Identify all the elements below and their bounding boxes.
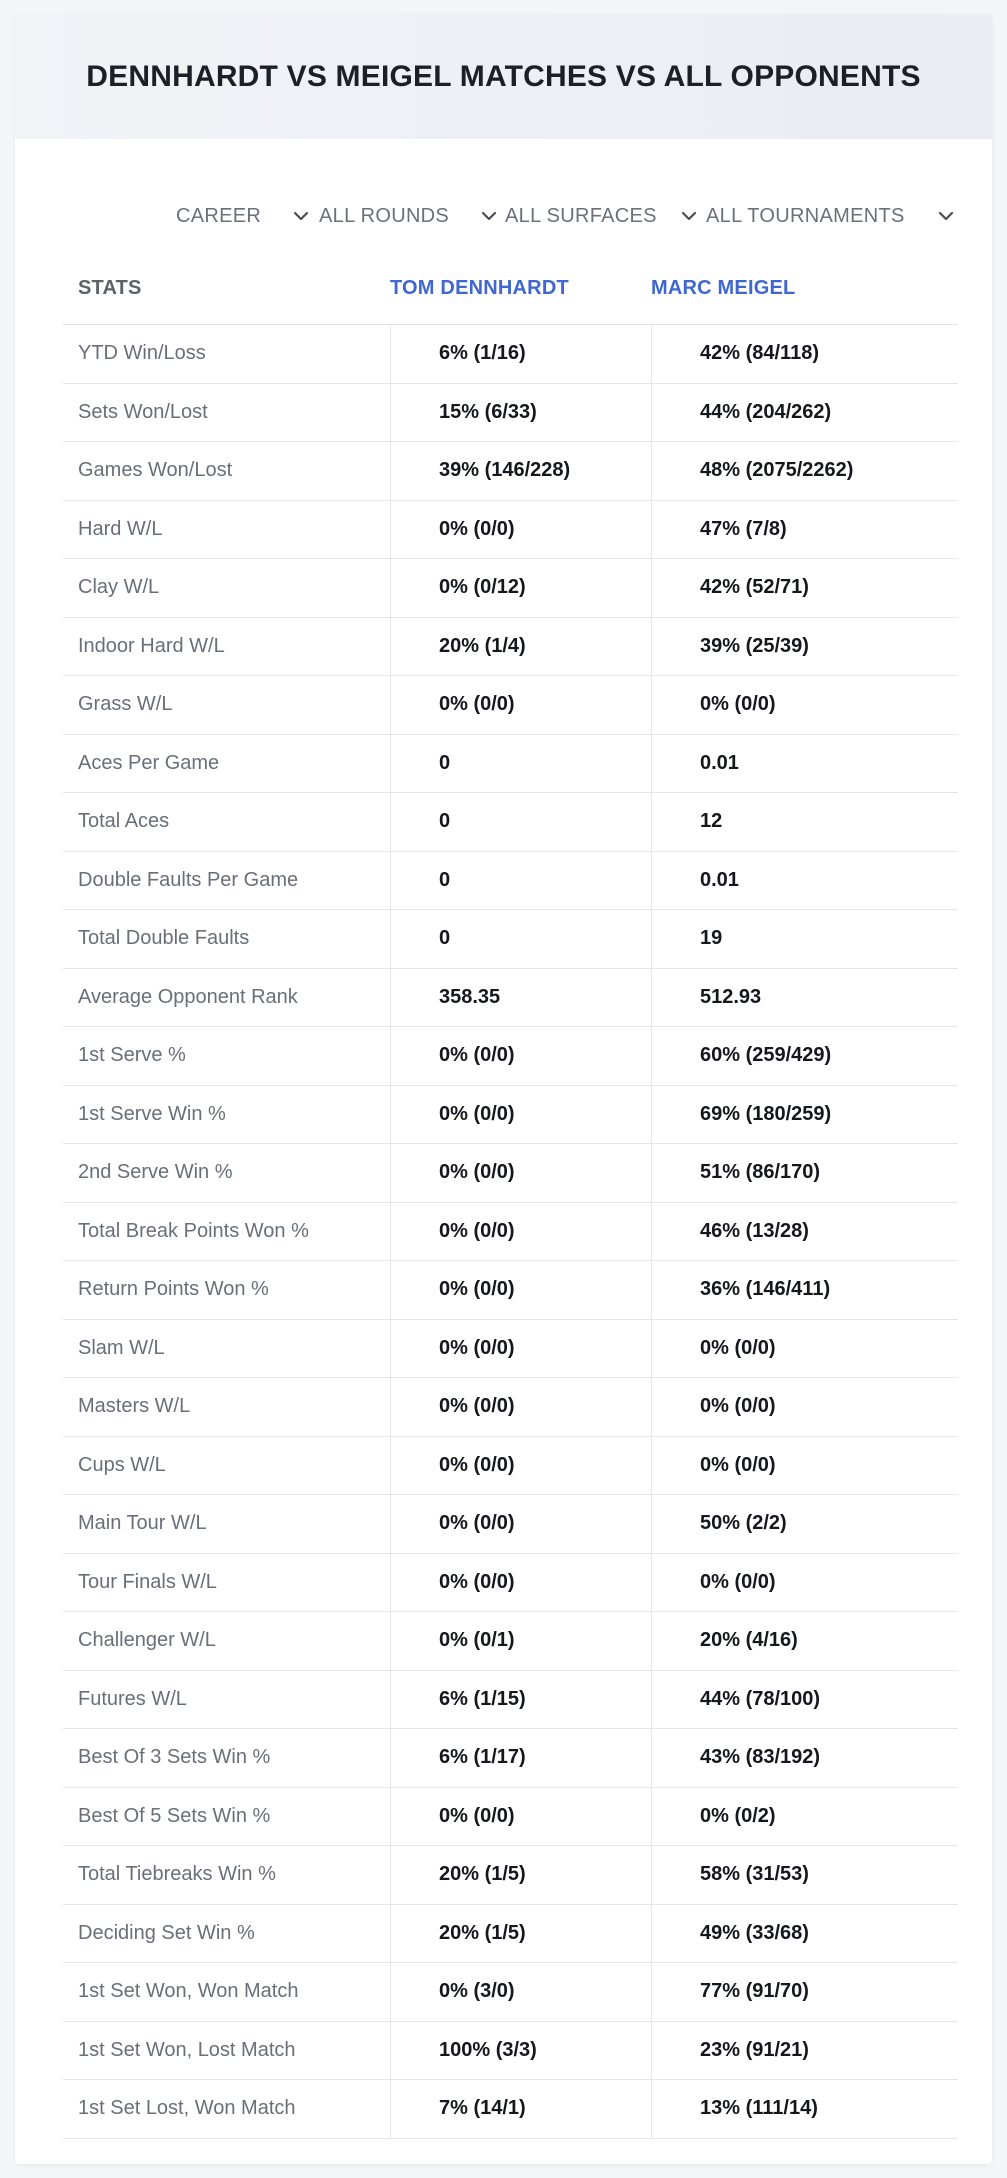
chevron-down-icon bbox=[679, 206, 699, 226]
table-row bbox=[63, 559, 958, 618]
player2-value: 42% (52/71) bbox=[651, 559, 958, 617]
filter-rounds-select[interactable] bbox=[319, 186, 499, 246]
column-header-player2[interactable]: MARC MEIGEL bbox=[651, 276, 796, 299]
table-row bbox=[63, 1144, 958, 1203]
player1-value: 0% (0/0) bbox=[390, 1378, 651, 1436]
player1-value: 0% (0/0) bbox=[390, 1788, 651, 1846]
stat-label: Cups W/L bbox=[78, 1453, 166, 1476]
filter-label: ALL TOURNAMENTS bbox=[706, 204, 905, 227]
stat-label: Clay W/L bbox=[78, 576, 160, 599]
stat-label: Aces Per Game bbox=[78, 751, 220, 774]
player2-value: 20% (4/16) bbox=[651, 1612, 958, 1670]
table-row bbox=[63, 1905, 958, 1964]
player2-value: 36% (146/411) bbox=[651, 1261, 958, 1319]
player2-value: 77% (91/70) bbox=[651, 1963, 958, 2021]
player1-value: 0% (0/0) bbox=[390, 1554, 651, 1612]
player1-value: 0% (0/0) bbox=[390, 501, 651, 559]
player1-value: 100% (3/3) bbox=[390, 2022, 651, 2080]
stat-label: Best Of 3 Sets Win % bbox=[78, 1746, 271, 1769]
stat-label: Challenger W/L bbox=[78, 1629, 216, 1652]
table-row bbox=[63, 1086, 958, 1145]
player1-value: 6% (1/16) bbox=[390, 325, 651, 383]
stats-card bbox=[15, 14, 992, 2164]
table-row bbox=[63, 1554, 958, 1613]
stat-label: Total Tiebreaks Win % bbox=[78, 1863, 276, 1886]
table-row bbox=[63, 1788, 958, 1847]
player1-value: 7% (14/1) bbox=[390, 2080, 651, 2138]
column-header-stats: STATS bbox=[78, 276, 142, 299]
player1-value: 6% (1/17) bbox=[390, 1729, 651, 1787]
player2-value: 42% (84/118) bbox=[651, 325, 958, 383]
player1-value: 0% (0/0) bbox=[390, 1144, 651, 1202]
stat-label: 1st Set Won, Lost Match bbox=[78, 2038, 296, 2061]
page-title: DENNHARDT VS MEIGEL MATCHES VS ALL OPPONENTS bbox=[86, 59, 921, 93]
stat-label: Main Tour W/L bbox=[78, 1512, 207, 1535]
table-row bbox=[63, 1378, 958, 1437]
stat-label: Total Break Points Won % bbox=[78, 1219, 309, 1242]
table-row bbox=[63, 969, 958, 1028]
player2-value: 47% (7/8) bbox=[651, 501, 958, 559]
player2-value: 51% (86/170) bbox=[651, 1144, 958, 1202]
player2-value: 50% (2/2) bbox=[651, 1495, 958, 1553]
player1-value: 0% (0/0) bbox=[390, 1027, 651, 1085]
player1-value: 0% (3/0) bbox=[390, 1963, 651, 2021]
player2-value: 48% (2075/2262) bbox=[651, 442, 958, 500]
stat-label: Deciding Set Win % bbox=[78, 1921, 255, 1944]
stat-label: 1st Set Lost, Won Match bbox=[78, 2097, 296, 2120]
player2-value: 0% (0/0) bbox=[651, 676, 958, 734]
table-row bbox=[63, 1027, 958, 1086]
stat-label: Return Points Won % bbox=[78, 1278, 269, 1301]
stat-label: 1st Serve % bbox=[78, 1044, 186, 1067]
table-row bbox=[63, 852, 958, 911]
player2-value: 0% (0/0) bbox=[651, 1554, 958, 1612]
player2-value: 58% (31/53) bbox=[651, 1846, 958, 1904]
table-body bbox=[63, 325, 958, 2139]
table-row bbox=[63, 1729, 958, 1788]
chevron-down-icon bbox=[479, 206, 499, 226]
player2-value: 44% (204/262) bbox=[651, 384, 958, 442]
filter-bar bbox=[15, 186, 992, 246]
table-row bbox=[63, 1203, 958, 1262]
table-row bbox=[63, 501, 958, 560]
player1-value: 20% (1/5) bbox=[390, 1846, 651, 1904]
player1-value: 20% (1/5) bbox=[390, 1905, 651, 1963]
player1-value: 20% (1/4) bbox=[390, 618, 651, 676]
stat-label: Total Double Faults bbox=[78, 927, 250, 950]
stat-label: Double Faults Per Game bbox=[78, 868, 299, 891]
column-header-player1[interactable]: TOM DENNHARDT bbox=[390, 276, 569, 299]
player2-value: 69% (180/259) bbox=[651, 1086, 958, 1144]
filter-surfaces-select[interactable] bbox=[505, 186, 699, 246]
stat-label: 1st Set Won, Won Match bbox=[78, 1980, 299, 2003]
table-row bbox=[63, 1437, 958, 1496]
table-row bbox=[63, 442, 958, 501]
table-row bbox=[63, 910, 958, 969]
filter-label: ALL ROUNDS bbox=[319, 204, 450, 227]
player1-value: 358.35 bbox=[390, 969, 651, 1027]
stat-label: Masters W/L bbox=[78, 1395, 191, 1418]
stat-label: Tour Finals W/L bbox=[78, 1570, 217, 1593]
player2-value: 0.01 bbox=[651, 735, 958, 793]
stat-label: Average Opponent Rank bbox=[78, 985, 298, 1008]
table-row bbox=[63, 2080, 958, 2139]
player2-value: 0.01 bbox=[651, 852, 958, 910]
player1-value: 0% (0/0) bbox=[390, 1086, 651, 1144]
player1-value: 0 bbox=[390, 735, 651, 793]
player2-value: 0% (0/0) bbox=[651, 1437, 958, 1495]
player1-value: 39% (146/228) bbox=[390, 442, 651, 500]
table-row bbox=[63, 1963, 958, 2022]
player1-value: 0% (0/0) bbox=[390, 1437, 651, 1495]
player1-value: 0 bbox=[390, 793, 651, 851]
table-row bbox=[63, 1671, 958, 1730]
table-row bbox=[63, 676, 958, 735]
table-row bbox=[63, 384, 958, 443]
player2-value: 39% (25/39) bbox=[651, 618, 958, 676]
player1-value: 0% (0/0) bbox=[390, 676, 651, 734]
table-row bbox=[63, 1846, 958, 1905]
filter-career-select[interactable] bbox=[176, 186, 311, 246]
table-row bbox=[63, 325, 958, 384]
player2-value: 60% (259/429) bbox=[651, 1027, 958, 1085]
player2-value: 46% (13/28) bbox=[651, 1203, 958, 1261]
chevron-down-icon bbox=[291, 206, 311, 226]
table-row bbox=[63, 1612, 958, 1671]
player2-value: 19 bbox=[651, 910, 958, 968]
stat-label: Hard W/L bbox=[78, 517, 163, 540]
table-row bbox=[63, 793, 958, 852]
player1-value: 0% (0/0) bbox=[390, 1495, 651, 1553]
stat-label: Futures W/L bbox=[78, 1687, 187, 1710]
table-row bbox=[63, 618, 958, 677]
table-row bbox=[63, 1495, 958, 1554]
player1-value: 0% (0/0) bbox=[390, 1320, 651, 1378]
stat-label: Games Won/Lost bbox=[78, 459, 233, 482]
stat-label: Sets Won/Lost bbox=[78, 400, 208, 423]
stat-label: Grass W/L bbox=[78, 693, 173, 716]
player1-value: 6% (1/15) bbox=[390, 1671, 651, 1729]
player2-value: 512.93 bbox=[651, 969, 958, 1027]
stat-label: Indoor Hard W/L bbox=[78, 634, 225, 657]
stat-label: Total Aces bbox=[78, 810, 170, 833]
player2-value: 44% (78/100) bbox=[651, 1671, 958, 1729]
player2-value: 0% (0/2) bbox=[651, 1788, 958, 1846]
stat-label: Best Of 5 Sets Win % bbox=[78, 1804, 271, 1827]
table-header bbox=[63, 252, 958, 325]
player2-value: 43% (83/192) bbox=[651, 1729, 958, 1787]
player2-value: 49% (33/68) bbox=[651, 1905, 958, 1963]
filter-label: CAREER bbox=[176, 204, 262, 227]
player2-value: 12 bbox=[651, 793, 958, 851]
table-row bbox=[63, 2022, 958, 2081]
player2-value: 13% (111/14) bbox=[651, 2080, 958, 2138]
card-header bbox=[15, 14, 992, 139]
stat-label: Slam W/L bbox=[78, 1336, 165, 1359]
filter-tournaments-select[interactable] bbox=[706, 186, 956, 246]
player1-value: 0 bbox=[390, 852, 651, 910]
stat-label: 2nd Serve Win % bbox=[78, 1161, 233, 1184]
player1-value: 0% (0/12) bbox=[390, 559, 651, 617]
player1-value: 15% (6/33) bbox=[390, 384, 651, 442]
table-row bbox=[63, 735, 958, 794]
player2-value: 0% (0/0) bbox=[651, 1320, 958, 1378]
player1-value: 0% (0/0) bbox=[390, 1261, 651, 1319]
table-row bbox=[63, 1320, 958, 1379]
player2-value: 0% (0/0) bbox=[651, 1378, 958, 1436]
stats-table bbox=[63, 252, 958, 2139]
player1-value: 0% (0/0) bbox=[390, 1203, 651, 1261]
filter-label: ALL SURFACES bbox=[505, 204, 657, 227]
table-row bbox=[63, 1261, 958, 1320]
stat-label: 1st Serve Win % bbox=[78, 1102, 226, 1125]
stat-label: YTD Win/Loss bbox=[78, 342, 206, 365]
player2-value: 23% (91/21) bbox=[651, 2022, 958, 2080]
player1-value: 0% (0/1) bbox=[390, 1612, 651, 1670]
chevron-down-icon bbox=[936, 206, 956, 226]
player1-value: 0 bbox=[390, 910, 651, 968]
